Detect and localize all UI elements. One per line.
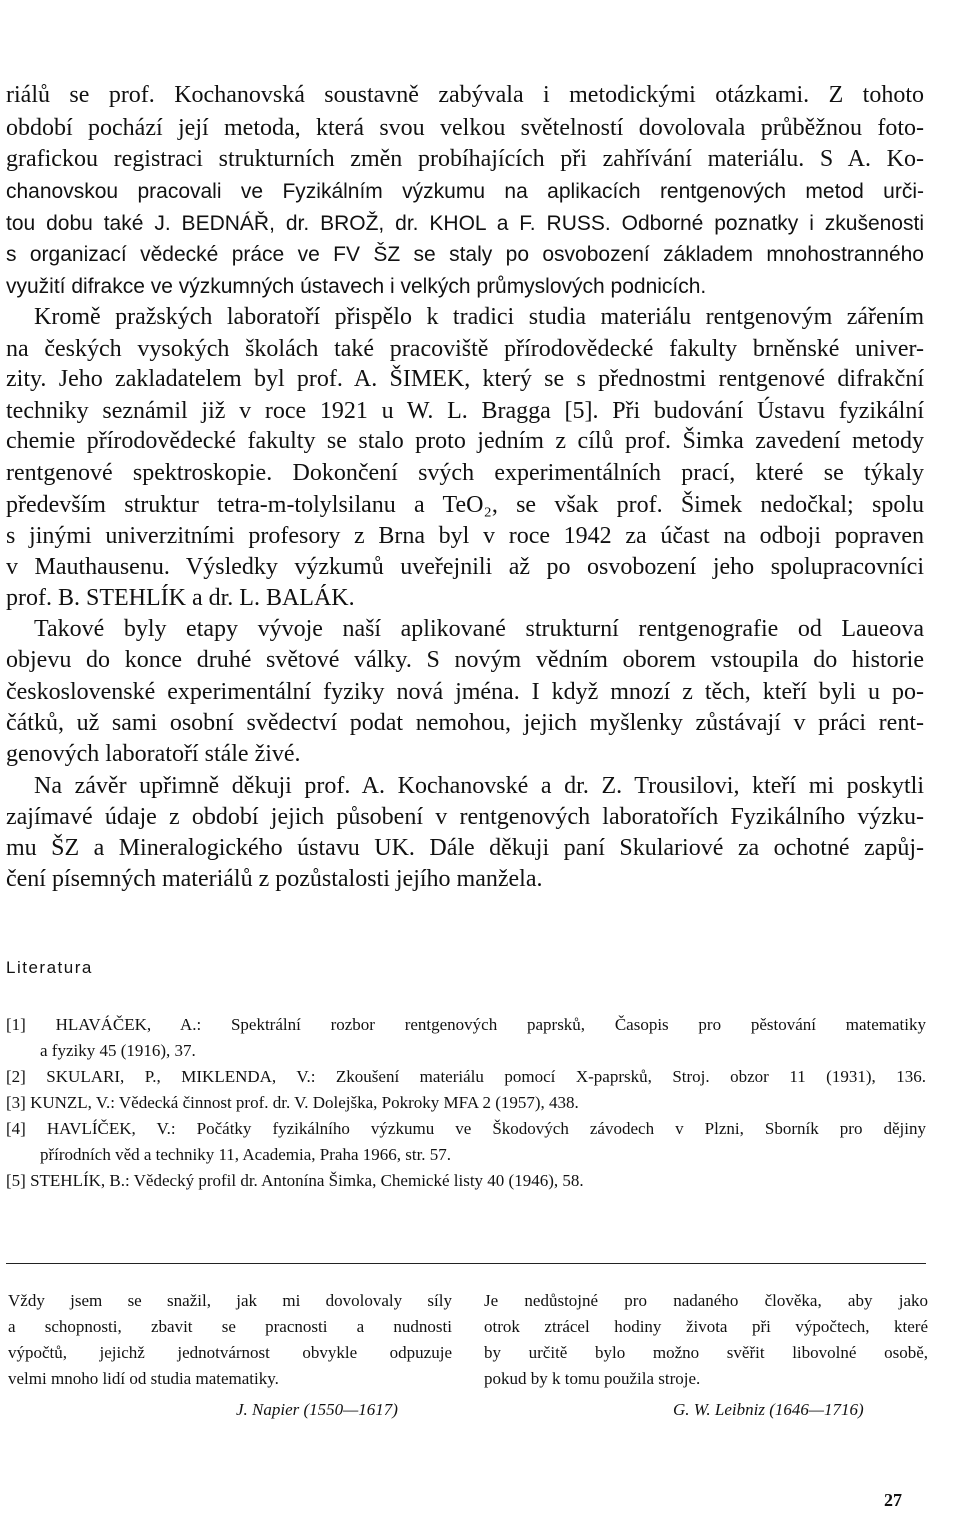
body-line: tou dobu také J. BEDNÁŘ, dr. BROŽ, dr. KHOL a F. RUSS. Odborné poznatky i zkušenosti [6,212,924,235]
body-line: s jinými univerzitními profesory z Brna byl v roce 1942 za účast na odboji popraven [6,523,924,549]
body-line: grafickou registraci strukturních změn probíhajících při zahřívání materiálu. S A. Ko- [6,146,924,172]
body-line: riálů se prof. Kochanovská soustavně zabývala i metodickými otázkami. Z tohoto [6,82,924,108]
page-number: 27 [884,1490,902,1510]
quote-left-attribution: J. Napier (1550—1617) [236,1400,398,1419]
literatura-heading: Literatura [6,958,93,977]
body-line: objevu do konce druhé světové války. S novým vědním oborem vstoupila do historie [6,647,924,673]
quote-right-line: by určitě bylo možno svěřit libovolné osobě, [484,1343,928,1362]
reference-line: a fyziky 45 (1916), 37. [40,1041,196,1060]
body-line: československé experimentální fyziky nová jména. I když mnozí z těch, kteří byli u po- [6,679,924,705]
reference-line: přírodních věd a techniky 11, Academia, Praha 1966, str. 57. [40,1145,452,1164]
section-divider [6,1263,926,1264]
body-line: období pochází její metoda, která svou velkou světelností dovolovala průběžnou foto- [6,115,924,141]
body-line: prof. B. STEHLÍK a dr. L. BALÁK. [6,585,355,611]
body-line: zajímavé údaje z období jejich působení v rentgenových laboratořích Fyzikálního výzku- [6,804,924,830]
body-line: Na závěr upřimně děkuji prof. A. Kochanovské a dr. Z. Trousilovi, kteří mi poskytli [34,773,924,799]
reference-line: [3] KUNZL, V.: Vědecká činnost prof. dr. V. Dolejška, Pokroky MFA 2 (1957), 438. [6,1093,579,1112]
quote-right-line: otrok ztrácel hodiny života při výpočtech, které [484,1317,928,1336]
reference-line: [5] STEHLÍK, B.: Vědecký profil dr. Antonína Šimka, Chemické listy 40 (1946), 58. [6,1171,584,1190]
body-line: genových laboratoří stále živé. [6,741,301,767]
body-line: techniky seznámil již v roce 1921 u W. L. Bragga [5]. Při budování Ústavu fyzikální [6,398,924,424]
reference-line: [1] HLAVÁČEK, A.: Spektrální rozbor rentgenových paprsků, Časopis pro pěstování matematiky [6,1015,926,1034]
body-line: mu ŠZ a Mineralogického ústavu UK. Dále děkuji paní Skulariové za ochotné zapůj- [6,835,924,861]
quote-right-attribution: G. W. Leibniz (1646—1716) [673,1400,864,1419]
body-line: s organizací vědecké práce ve FV ŠZ se staly po osvobození základem mnohostranného [6,243,924,266]
body-line: na českých vysokých školách také pracoviště přírodovědecké fakulty brněnské univer- [6,336,924,362]
quote-right-line: pokud by k tomu použila stroje. [484,1369,701,1388]
body-line: čení písemných materiálů z pozůstalosti jejího manžela. [6,866,543,892]
quote-left-line: a schopnosti, zbavit se pracnosti a nudnosti [8,1317,452,1336]
quote-left-line: výpočtů, jejichž jednotvárnost obvykle odpuzuje [8,1343,452,1362]
body-line: v Mauthausenu. Výsledky výzkumů uveřejnili až po osvobození jeho spolupracovníci [6,554,924,580]
reference-line: [4] HAVLÍČEK, V.: Počátky fyzikálního výzkumu ve Škodových závodech v Plzni, Sborník pro dějiny [6,1119,926,1138]
body-line: čátků, už sami osobní svědectví podat nemohou, jejich myšlenky zůstávají v práci rent- [6,710,924,736]
quote-left-line: velmi mnoho lidí od studia matematiky. [8,1369,279,1388]
quote-left-line: Vždy jsem se snažil, jak mi dovolovaly síly [8,1291,452,1310]
body-line: chemie přírodovědecké fakulty se stalo proto jedním z cílů prof. Šimka zavedení metody [6,428,924,454]
body-line: rentgenové spektroskopie. Dokončení svých experimentálních prací, které se týkaly [6,460,924,486]
body-line: především struktur tetra-m-tolylsilanu a TeO₂, se však prof. Šimek nedočkal; spolu [6,492,924,518]
body-line: zity. Jeho zakladatelem byl prof. A. ŠIMEK, který se s přednostmi rentgenové difrakční [6,366,924,392]
body-line: Takové byly etapy vývoje naší aplikované strukturní rentgenografie od Laueova [34,616,924,642]
body-line: chanovskou pracovali ve Fyzikálním výzkumu na aplikacích rentgenových metod urči- [6,180,924,203]
body-line: Kromě pražských laboratoří přispělo k tradici studia materiálu rentgenovým zářením [34,304,924,330]
reference-line: [2] SKULARI, P., MIKLENDA, V.: Zkoušení materiálu pomocí X-paprsků, Stroj. obzor 11 (1931), 136. [6,1067,926,1086]
body-line: využití difrakce ve výzkumných ústavech i velkých průmyslových podnicích. [6,275,707,298]
quote-right-line: Je nedůstojné pro nadaného člověka, aby jako [484,1291,928,1310]
